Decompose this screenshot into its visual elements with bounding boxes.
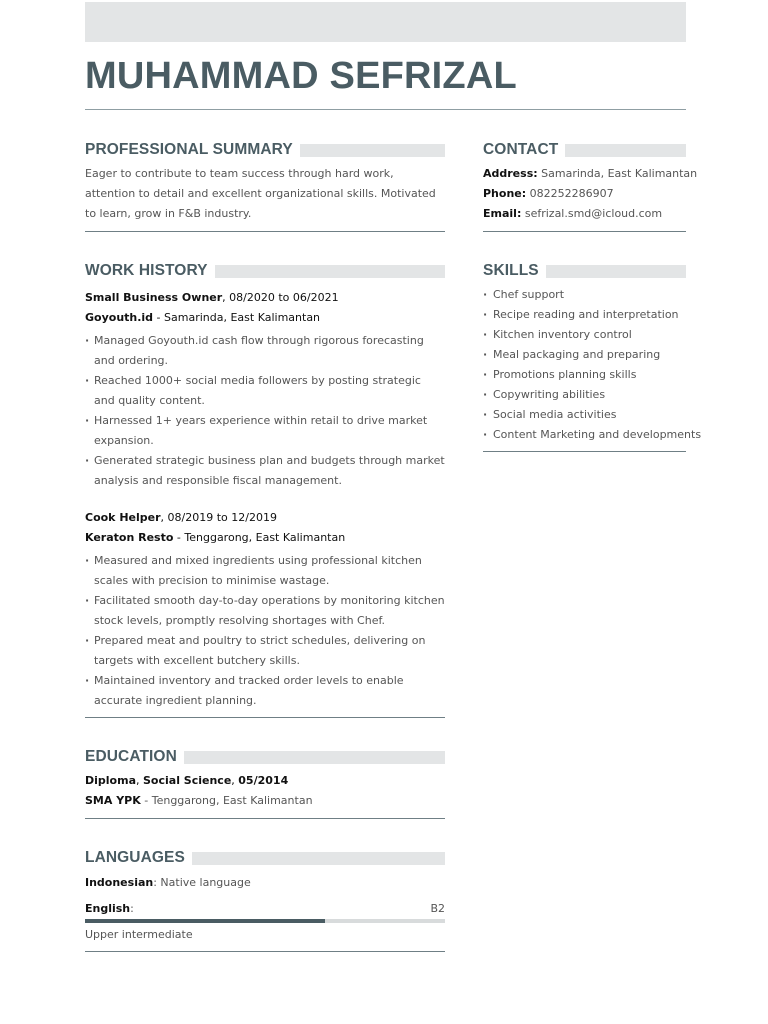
- language-second-code: B2: [430, 902, 445, 915]
- education-section: [85, 746, 445, 819]
- heading-bar: [300, 144, 445, 157]
- education-location: - Tenggarong, East Kalimantan: [140, 794, 313, 807]
- job-company-line: [85, 528, 445, 548]
- job-dates: , 08/2020 to 06/2021: [222, 291, 339, 304]
- summary-heading: [85, 139, 445, 161]
- languages-title: LANGUAGES: [85, 849, 185, 866]
- contact-phone: [483, 184, 686, 204]
- contact-email-label: Email:: [483, 207, 522, 220]
- heading-bar: [565, 144, 686, 157]
- contact-title: CONTACT: [483, 141, 559, 158]
- job-bullet: · Generated strategic business plan and budgets through market analysis and responsible fiscal management.: [85, 451, 445, 491]
- language-native-level: Native language: [160, 876, 251, 889]
- job-entry: [85, 288, 445, 491]
- language-second-level: Upper intermediate: [85, 928, 193, 941]
- section-divider: [85, 818, 445, 819]
- skill-item: · Content Marketing and developments: [483, 425, 686, 445]
- education-title: EDUCATION: [85, 748, 177, 765]
- education-field: Social Science: [143, 774, 232, 787]
- skill-item: · Kitchen inventory control: [483, 325, 686, 345]
- skill-item: · Chef support: [483, 285, 686, 305]
- language-second-name: English: [85, 902, 131, 915]
- candidate-name: MUHAMMAD SEFRIZAL: [85, 55, 517, 97]
- skill-item: · Recipe reading and interpretation: [483, 305, 686, 325]
- job-bullet: · Maintained inventory and tracked order levels to enable accurate ingredient planning.: [85, 671, 445, 711]
- contact-phone-value: 082252286907: [529, 187, 614, 200]
- section-divider: [85, 231, 445, 232]
- job-role: Small Business Owner: [85, 291, 223, 304]
- work-history-title: WORK HISTORY: [85, 262, 208, 279]
- job-bullet: · Managed Goyouth.id cash flow through rigorous forecasting and ordering.: [85, 331, 445, 371]
- summary-title: PROFESSIONAL SUMMARY: [85, 141, 293, 158]
- education-school: SMA YPK: [85, 794, 141, 807]
- job-role: Cook Helper: [85, 511, 161, 524]
- section-divider: [85, 717, 445, 718]
- languages-heading: [85, 847, 445, 869]
- skill-item: · Promotions planning skills: [483, 365, 686, 385]
- job-bullet: · Reached 1000+ social media followers by posting strategic and quality content.: [85, 371, 445, 411]
- work-history-heading: [85, 260, 445, 282]
- summary-section: [85, 139, 445, 232]
- language-proficiency-fill: [85, 919, 325, 923]
- education-date: 05/2014: [238, 774, 289, 787]
- skills-title: SKILLS: [483, 262, 539, 279]
- work-history-section: [85, 260, 445, 718]
- job-entry: [85, 508, 445, 711]
- education-degree: Diploma: [85, 774, 136, 787]
- education-degree-line: Diploma, Social Science, 05/2014: [85, 774, 289, 787]
- languages-section: [85, 847, 445, 952]
- contact-address-value: Samarinda, East Kalimantan: [541, 167, 698, 180]
- contact-section: [483, 139, 698, 232]
- education-school-line: [85, 791, 445, 811]
- skill-item: · Social media activities: [483, 405, 686, 425]
- section-divider: [85, 951, 445, 952]
- contact-email: [483, 204, 686, 224]
- job-location: - Tenggarong, East Kalimantan: [173, 531, 346, 544]
- header-divider: [85, 109, 686, 110]
- main-column: [85, 139, 445, 952]
- heading-bar: [215, 265, 445, 278]
- skills-section: [483, 260, 702, 452]
- job-bullet: · Facilitated smooth day-to-day operations by monitoring kitchen stock levels, promptly resolving shortages with Chef.: [85, 591, 445, 631]
- skill-item: · Meal packaging and preparing: [483, 345, 686, 365]
- skill-item: · Copywriting abilities: [483, 385, 686, 405]
- job-bullets: [85, 551, 445, 711]
- job-bullet: · Measured and mixed ingredients using professional kitchen scales with precision to minimise wastage.: [85, 551, 445, 591]
- language-proficiency-bar: [85, 919, 445, 923]
- skills-list: [483, 285, 702, 445]
- job-company-line: [85, 308, 445, 328]
- contact-heading: [483, 139, 686, 161]
- education-heading: [85, 746, 445, 768]
- job-bullet: · Prepared meat and poultry to strict schedules, delivering on targets with excellent butchery skills.: [85, 631, 445, 671]
- language-native-name: Indonesian: [85, 876, 154, 889]
- heading-bar: [184, 751, 445, 764]
- job-bullets: [85, 331, 445, 491]
- header-bar: [85, 2, 686, 42]
- job-title-line: [85, 288, 445, 308]
- job-dates: , 08/2019 to 12/2019: [160, 511, 277, 524]
- skills-heading: [483, 260, 686, 282]
- job-company: Keraton Resto: [85, 531, 174, 544]
- contact-address: [483, 164, 698, 184]
- side-column: [483, 139, 702, 452]
- summary-text: Eager to contribute to team success through hard work, attention to detail and excellent organizational skills. Motivated to learn, grow in F&B industry.: [85, 167, 436, 220]
- contact-phone-label: Phone:: [483, 187, 527, 200]
- language-native-line: Indonesian: Native language: [85, 876, 251, 889]
- job-company: Goyouth.id: [85, 311, 154, 324]
- job-title-line: [85, 508, 445, 528]
- contact-address-label: Address:: [483, 167, 538, 180]
- job-location: - Samarinda, East Kalimantan: [153, 311, 321, 324]
- language-second-row: English: B2: [85, 899, 445, 919]
- heading-bar: [546, 265, 686, 278]
- section-divider: [483, 231, 686, 232]
- contact-email-value: sefrizal.smd@icloud.com: [524, 207, 663, 220]
- section-divider: [483, 451, 686, 452]
- heading-bar: [192, 852, 445, 865]
- job-bullet: · Harnessed 1+ years experience within retail to drive market expansion.: [85, 411, 445, 451]
